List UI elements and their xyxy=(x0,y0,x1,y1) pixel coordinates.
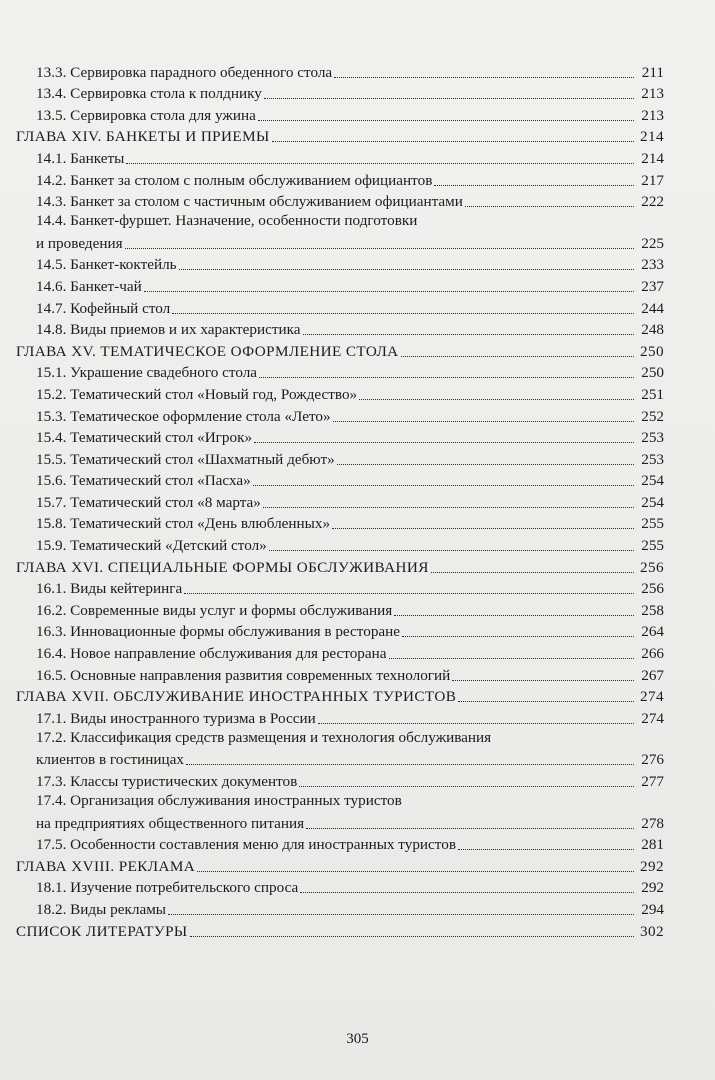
toc-entry-title: 17.4. Организация обслуживания иностранных туристов xyxy=(36,792,402,809)
toc-entry-title: 18.1. Изучение потребительского спроса xyxy=(36,879,299,897)
toc-entry xyxy=(16,769,664,791)
toc-entry-page: 292 xyxy=(641,879,664,897)
toc-entry xyxy=(16,728,664,770)
toc-chapter xyxy=(16,685,664,707)
toc-entry-page: 292 xyxy=(640,857,664,875)
leader-dots xyxy=(394,615,634,616)
toc-entry xyxy=(16,533,664,555)
leader-dots xyxy=(125,248,634,249)
leader-dots xyxy=(172,313,634,314)
toc-entry-page: 253 xyxy=(641,429,664,447)
toc-entry-page: 254 xyxy=(641,493,664,511)
toc-entry-page: 250 xyxy=(641,364,664,382)
page-number: 305 xyxy=(346,1031,369,1047)
leader-dots xyxy=(254,442,634,443)
toc-entry xyxy=(16,663,664,685)
toc-entry xyxy=(16,146,664,168)
toc-entry-page: 253 xyxy=(641,450,664,468)
leader-dots xyxy=(452,680,634,681)
toc-entry-title: ГЛАВА XIV. БАНКЕТЫ И ПРИЕМЫ xyxy=(16,128,270,146)
toc-entry-page: 256 xyxy=(640,558,664,576)
toc-entry-page: 274 xyxy=(641,709,664,727)
toc-entry xyxy=(16,404,664,426)
toc-entry xyxy=(16,318,664,340)
toc-entry-title: 15.6. Тематический стол «Пасха» xyxy=(36,472,251,490)
toc-entry-title: СПИСОК ЛИТЕРАТУРЫ xyxy=(16,922,188,940)
leader-dots xyxy=(333,421,634,422)
toc-entry-title: 16.1. Виды кейтеринга xyxy=(36,580,183,598)
toc-entry xyxy=(16,168,664,190)
leader-dots xyxy=(458,701,634,702)
toc-entry-title: 13.4. Сервировка стола к полднику xyxy=(36,85,262,103)
toc-entry xyxy=(16,274,664,296)
toc-entry xyxy=(16,833,664,855)
toc-entry-page: 266 xyxy=(641,645,664,663)
toc-entry-page: 274 xyxy=(640,688,664,706)
leader-dots xyxy=(402,636,634,637)
toc-entry-title-continued: клиентов в гостиницах xyxy=(36,751,184,769)
leader-dots xyxy=(300,892,634,893)
toc-entry-page: 278 xyxy=(641,814,664,832)
toc-entry xyxy=(16,706,664,728)
leader-dots xyxy=(332,528,634,529)
leader-dots xyxy=(306,828,634,829)
toc-entry-page: 294 xyxy=(641,900,664,918)
toc-entry-page: 254 xyxy=(641,472,664,490)
leader-dots xyxy=(299,786,634,787)
leader-dots xyxy=(126,163,634,164)
toc-entry-title: 17.5. Особенности составления меню для иностранных туристов xyxy=(36,836,457,854)
toc-entry-title: 15.4. Тематический стол «Игрок» xyxy=(36,429,253,447)
toc-entry-page: 213 xyxy=(641,85,664,103)
leader-dots xyxy=(401,356,634,357)
toc-chapter xyxy=(16,339,664,361)
toc-entry-page: 213 xyxy=(641,106,664,124)
toc-entry-title: 14.6. Банкет-чай xyxy=(36,277,142,295)
toc-entry-page: 211 xyxy=(641,63,664,81)
toc-entry-title: ГЛАВА XVI. СПЕЦИАЛЬНЫЕ ФОРМЫ ОБСЛУЖИВАНИЯ xyxy=(16,558,429,576)
toc-entry xyxy=(16,490,664,512)
toc-entry-title: 16.3. Инновационные формы обслуживания в ресторане xyxy=(36,623,401,641)
toc-entry-page: 277 xyxy=(641,773,664,790)
toc-chapter xyxy=(16,125,664,147)
toc-entry xyxy=(16,361,664,383)
toc-entry-title: 14.8. Виды приемов и их характеристика xyxy=(36,321,301,339)
leader-dots xyxy=(269,550,634,551)
leader-dots xyxy=(168,914,634,915)
toc-entry xyxy=(16,211,664,253)
leader-dots xyxy=(179,269,634,270)
toc-entry-title: ГЛАВА XVII. ОБСЛУЖИВАНИЕ ИНОСТРАННЫХ ТУРИСТОВ xyxy=(16,688,457,706)
toc-entry xyxy=(16,82,664,104)
toc-entry-title: 17.2. Классификация средств размещения и технология обслуживания xyxy=(36,728,492,746)
toc-chapter xyxy=(16,919,664,941)
toc-entry-page: 281 xyxy=(641,836,664,854)
toc-entry-title: 17.1. Виды иностранного туризма в России xyxy=(36,709,316,727)
toc-entry xyxy=(16,620,664,642)
toc-entry-page: 256 xyxy=(641,580,664,598)
toc-entry xyxy=(16,60,664,82)
toc-entry xyxy=(16,876,664,898)
toc-chapter xyxy=(16,854,664,876)
toc-entry-page: 248 xyxy=(641,321,664,339)
toc-entry xyxy=(16,641,664,663)
leader-dots xyxy=(303,334,634,335)
leader-dots xyxy=(431,572,634,573)
toc-entry xyxy=(16,103,664,125)
toc-entry-title: 15.9. Тематический «Детский стол» xyxy=(36,537,267,555)
leader-dots xyxy=(258,120,634,121)
toc-entry-title: 13.3. Сервировка парадного обеденного стола xyxy=(36,63,333,81)
toc-entry-page: 255 xyxy=(641,537,664,555)
leader-dots xyxy=(389,658,634,659)
toc-entry-title: 15.2. Тематический стол «Новый год, Рождество» xyxy=(36,385,358,403)
leader-dots xyxy=(434,185,634,186)
toc-entry-page: 276 xyxy=(641,751,664,769)
toc-entry-title: 14.3. Банкет за столом с частичным обслуживанием официантами xyxy=(36,193,463,211)
toc-entry-page: 258 xyxy=(641,601,664,619)
leader-dots xyxy=(318,723,634,724)
toc-entry-page: 222 xyxy=(641,193,664,211)
toc-entry-page: 244 xyxy=(641,299,664,317)
toc-entry-page: 214 xyxy=(641,149,664,167)
leader-dots xyxy=(184,593,634,594)
toc-entry xyxy=(16,598,664,620)
toc-entry-title: 16.2. Современные виды услуг и формы обслуживания xyxy=(36,601,393,619)
toc-entry-title: 15.5. Тематический стол «Шахматный дебют» xyxy=(36,450,335,468)
toc-entry xyxy=(16,190,664,212)
toc-entry-page: 302 xyxy=(640,922,664,940)
leader-dots xyxy=(458,849,634,850)
toc-entry xyxy=(16,382,664,404)
toc-entry-page: 214 xyxy=(640,128,664,146)
toc-entry-page: 233 xyxy=(641,256,664,274)
toc-entry xyxy=(16,791,664,833)
toc-entry xyxy=(16,447,664,469)
toc-entry xyxy=(16,897,664,919)
toc-chapter xyxy=(16,555,664,577)
toc-entry-title-continued: на предприятиях общественного питания xyxy=(36,814,305,832)
toc-entry xyxy=(16,469,664,491)
toc-entry-title: 15.7. Тематический стол «8 марта» xyxy=(36,493,261,511)
toc-entry-title: 18.2. Виды рекламы xyxy=(36,900,167,918)
leader-dots xyxy=(272,141,634,142)
toc-entry xyxy=(16,512,664,534)
toc-entry-title-continued: и проведения xyxy=(36,234,123,252)
toc-entry-page: 255 xyxy=(641,515,664,533)
toc-entry-title: 16.4. Новое направление обслуживания для ресторана xyxy=(36,645,387,663)
toc-entry-title: 17.3. Классы туристических документов xyxy=(36,773,298,790)
leader-dots xyxy=(190,936,634,937)
leader-dots xyxy=(263,507,634,508)
toc-entry-title: 14.4. Банкет-фуршет. Назначение, особенности подготовки xyxy=(36,212,418,230)
toc-entry-page: 237 xyxy=(641,277,664,295)
leader-dots xyxy=(334,77,634,78)
toc-entry-page: 267 xyxy=(641,666,664,684)
leader-dots xyxy=(465,206,634,207)
leader-dots xyxy=(253,485,634,486)
toc-entry-title: 15.8. Тематический стол «День влюбленных» xyxy=(36,515,331,533)
toc-entry-title: 16.5. Основные направления развития современных технологий xyxy=(36,666,451,684)
toc-entry-page: 252 xyxy=(641,407,664,425)
toc-entry-page: 251 xyxy=(641,385,664,403)
toc-entry xyxy=(16,426,664,448)
leader-dots xyxy=(359,399,634,400)
leader-dots xyxy=(337,464,634,465)
toc-entry xyxy=(16,253,664,275)
toc-entry xyxy=(16,296,664,318)
toc-entry-title: 14.7. Кофейный стол xyxy=(36,299,171,317)
toc-entry-page: 264 xyxy=(641,623,664,641)
leader-dots xyxy=(197,871,634,872)
toc-entry-title: 15.1. Украшение свадебного стола xyxy=(36,364,258,382)
toc-entry-title: 14.1. Банкеты xyxy=(36,149,125,167)
toc-entry-page: 250 xyxy=(640,342,664,360)
leader-dots xyxy=(259,377,634,378)
leader-dots xyxy=(186,764,634,765)
toc-entry xyxy=(16,577,664,599)
toc-entry-title: 13.5. Сервировка стола для ужина xyxy=(36,106,256,124)
leader-dots xyxy=(144,291,634,292)
toc-entry-title: ГЛАВА XVIII. РЕКЛАМА xyxy=(16,857,196,875)
toc-entry-title: 14.2. Банкет за столом с полным обслуживанием официантов xyxy=(36,171,433,189)
toc-entry-title: ГЛАВА XV. ТЕМАТИЧЕСКОЕ ОФОРМЛЕНИЕ СТОЛА xyxy=(16,342,399,360)
toc-entry-title: 14.5. Банкет-коктейль xyxy=(36,256,177,274)
leader-dots xyxy=(264,98,634,99)
table-of-contents xyxy=(16,60,664,941)
toc-entry-page: 217 xyxy=(641,171,664,189)
toc-entry-title: 15.3. Тематическое оформление стола «Лето» xyxy=(36,407,331,425)
toc-entry-page: 225 xyxy=(641,234,664,252)
